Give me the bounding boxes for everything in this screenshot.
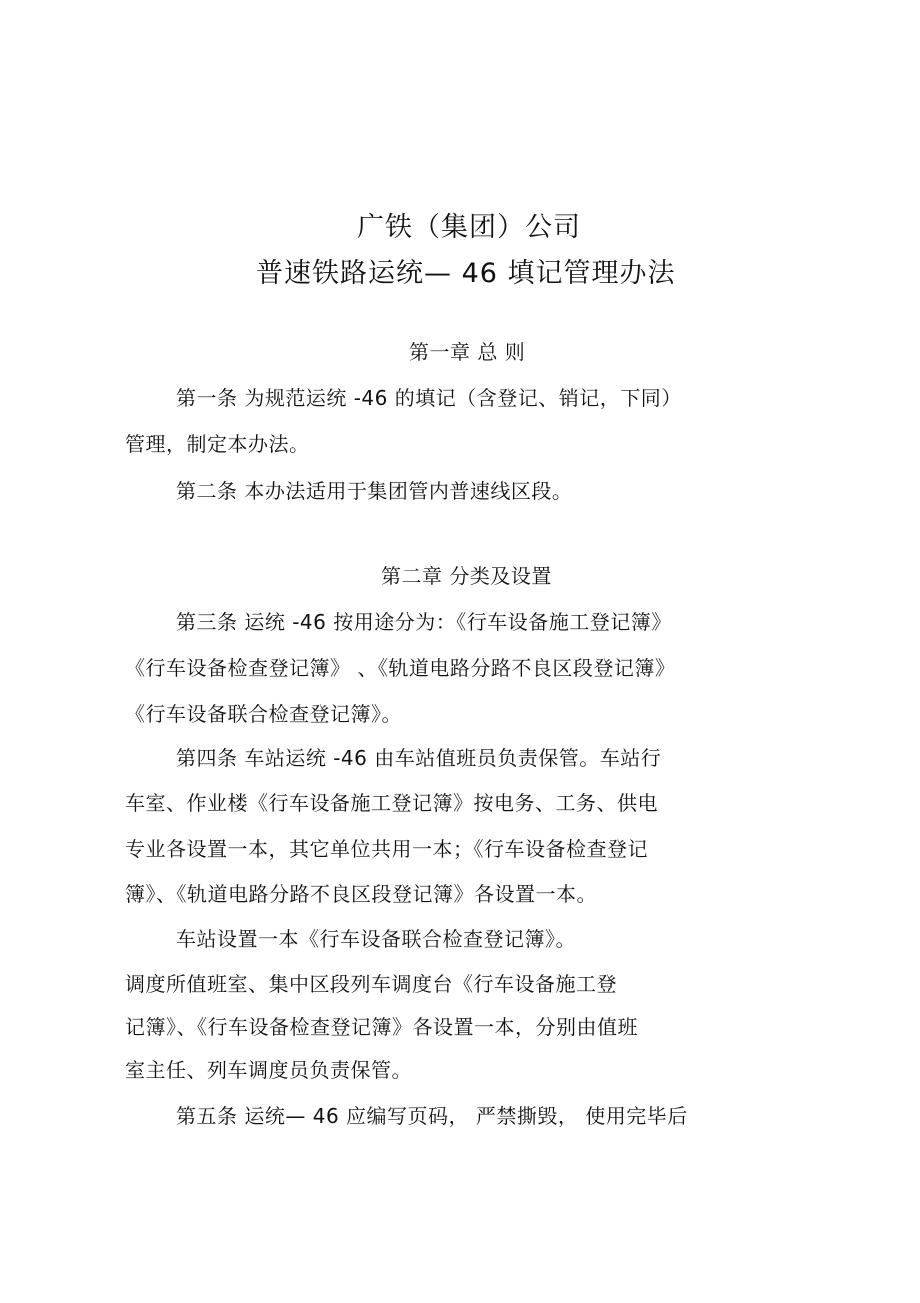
document-org-title: 广铁（集团）公司 — [357, 212, 581, 243]
chapter-1-heading: 第一章 总 则 — [409, 340, 526, 364]
article-3-line-3: 《行车设备联合检查登记簿》。 — [125, 702, 402, 726]
article-3-line-1: 第三条 运统 -46 按用途分为：《行车设备施工登记簿》 — [176, 610, 672, 634]
article-1-line-2: 管理，制定本办法。 — [125, 432, 310, 456]
article-5-line-1: 第五条 运统— 46 应编写页码， 严禁撕毁， 使用完毕后 — [176, 1104, 688, 1128]
article-2: 第二条 本办法适用于集团管内普速线区段。 — [176, 479, 573, 503]
article-3-line-2: 《行车设备检查登记簿》 、《轨道电路分路不良区段登记簿》 — [125, 656, 676, 680]
article-4-line-7: 记簿》、《行车设备检查登记簿》各设置一本，分别由值班 — [125, 1015, 638, 1039]
chapter-2-heading: 第二章 分类及设置 — [381, 564, 552, 588]
article-4-line-6: 调度所值班室、集中区段列车调度台《行车设备施工登 — [125, 972, 617, 996]
article-4-line-5: 车站设置一本《行车设备联合检查登记簿》。 — [176, 927, 576, 951]
document-main-title: 普速铁路运统— 46 填记管理办法 — [256, 258, 676, 289]
article-4-line-3: 专业各设置一本，其它单位共用一本；《行车设备检查登记 — [125, 837, 648, 861]
article-4-line-1: 第四条 车站运统 -46 由车站值班员负责保管。车站行 — [176, 746, 662, 770]
article-4-line-4: 簿》、《轨道电路分路不良区段登记簿》各设置一本。 — [125, 882, 597, 906]
article-4-line-2: 车室、作业楼《行车设备施工登记簿》按电务、工务、供电 — [125, 791, 658, 815]
article-4-line-8: 室主任、列车调度员负责保管。 — [125, 1058, 412, 1082]
article-1-line-1: 第一条 为规范运统 -46 的填记（含登记、销记，下同） — [176, 386, 682, 410]
